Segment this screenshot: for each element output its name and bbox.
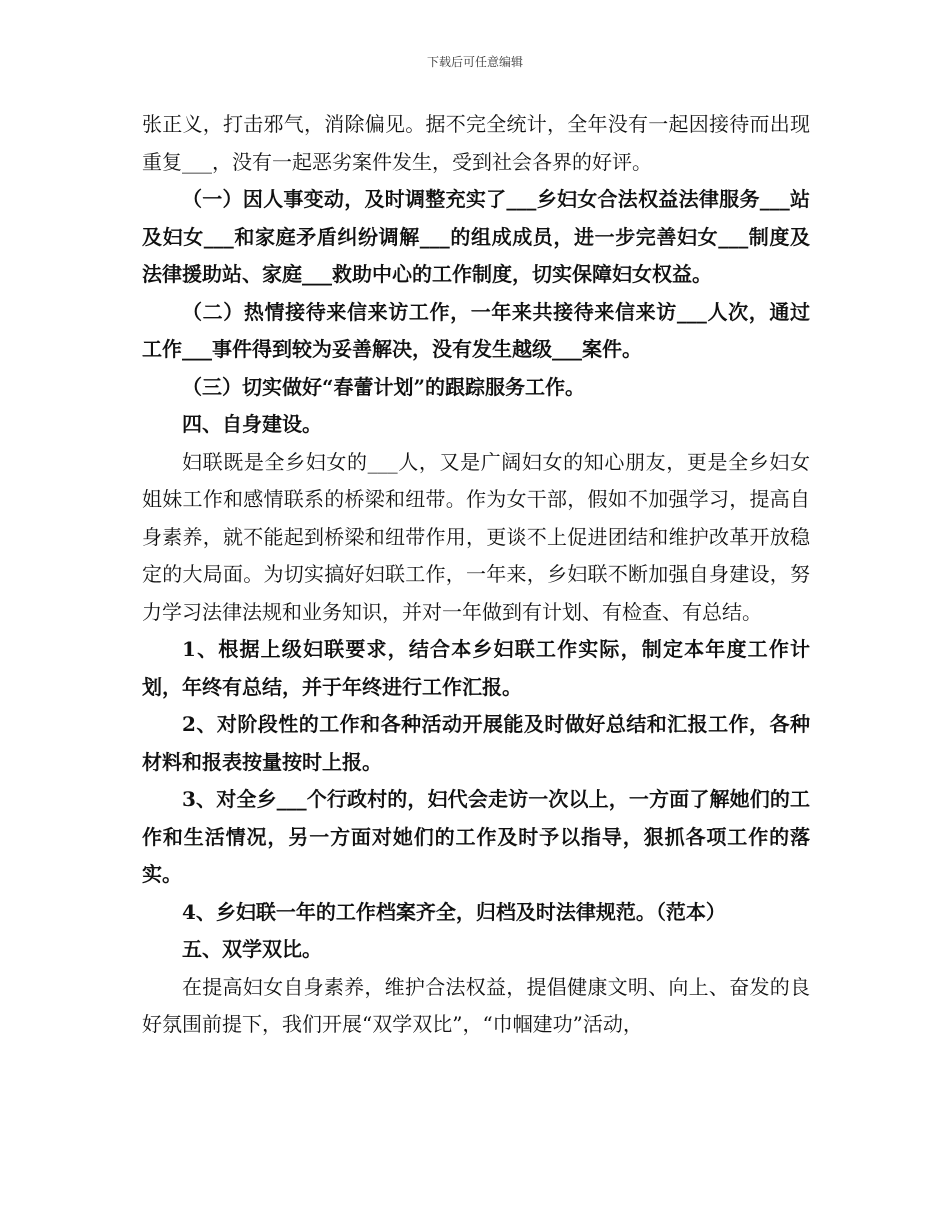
list-item-2: 2、对阶段性的工作和各种活动开展能及时做好总结和汇报工作，各种材料和报表按量按时上报。 xyxy=(142,712,810,774)
paragraph-4: （三）切实做好“春蕾计划”的跟踪服务工作。 xyxy=(182,374,586,399)
paragraph-6: 妇联既是全乡妇女的___人，又是广阔妇女的知心朋友，更是全乡妇女姐妹工作和感情联系的桥梁和纽带。作为女干部，假如不加强学习，提高自身素养，就不能起到桥梁和纽带作用，更谈不上促进团结和维护改革开放稳定的大局面。为切实搞好妇联工作，一年来，乡妇联不断加强自身建设，努力学习法律法规和业务知识，并对一年做到有计划、有检查、有总结。 xyxy=(142,449,810,624)
paragraph-2: （一）因人事变动，及时调整充实了___乡妇女合法权益法律服务___站及妇女___和家庭矛盾纠纷调解___的组成成员，进一步完善妇女___制度及法律援助站、家庭___救助中心的工作制度，切实保障妇女权益。 xyxy=(142,187,810,286)
list-item-3: 3、对全乡___个行政村的，妇代会走访一次以上，一方面了解她们的工作和生活情况，另一方面对她们的工作及时予以指导，狠抓各项工作的落实。 xyxy=(142,787,810,886)
list-item-4: 4、乡妇联一年的工作档案齐全，归档及时法律规范。（范本） xyxy=(182,899,726,924)
page-header: 下载后可任意编辑 xyxy=(426,55,523,69)
paragraph-1: 张正义，打击邪气，消除偏见。据不完全统计，全年没有一起因接待而出现重复___，没有一起恶劣案件发生，受到社会各界的好评。 xyxy=(142,112,810,174)
paragraph-3: （二）热情接待来信来访工作，一年来共接待来信来访___人次，通过工作___事件得到较为妥善解决，没有发生越级___案件。 xyxy=(142,299,810,361)
document-body xyxy=(142,106,810,1044)
paragraph-12: 在提高妇女自身素养，维护合法权益，提倡健康文明、向上、奋发的良好氛围前提下，我们开展“双学双比”，“巾帼建功”活动， xyxy=(142,974,810,1036)
list-item-1: 1、根据上级妇联要求，结合本乡妇联工作实际，制定本年度工作计划，年终有总结，并于年终进行工作汇报。 xyxy=(142,637,810,699)
section-heading-5: 五、双学双比。 xyxy=(182,937,322,961)
section-heading-4: 四、自身建设。 xyxy=(182,412,322,436)
